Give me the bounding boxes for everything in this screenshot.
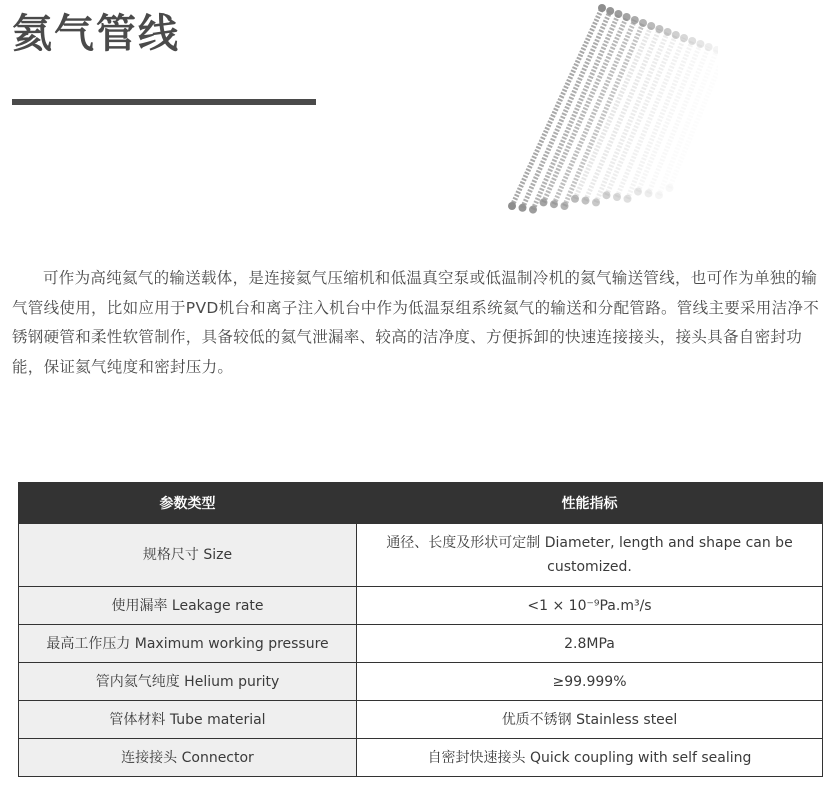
product-description: 可作为高纯氦气的输送载体，是连接氦气压缩机和低温真空泵或低温制冷机的氦气输送管线，也可作为单独的输气管线使用，比如应用于PVD机台和离子注入机台中作为低温泵组系统氦气的输送和分配管路。管线主要采用洁净不锈钢硬管和柔性软管制作，具备较低的氦气泄漏率、较高的洁净度、方便拆卸的快速连接接头，接头具备自密封功能，保证氦气纯度和密封压力。 — [12, 269, 819, 376]
hose-fitting — [645, 189, 653, 197]
hose-fitting — [688, 37, 696, 45]
hose-fitting — [647, 22, 655, 30]
hose-fitting — [655, 25, 663, 33]
param-cell: 使用漏率 Leakage rate — [19, 587, 357, 625]
hose-fitting — [680, 34, 688, 42]
hose-line — [586, 29, 660, 201]
spec-table-header-row — [19, 483, 823, 524]
hose-fitting — [655, 191, 663, 199]
hose-fitting — [705, 43, 713, 51]
hose-fitting — [571, 195, 579, 203]
hose-fitting — [613, 193, 621, 201]
value-cell: ≥99.999% — [357, 663, 823, 701]
spec-table — [18, 482, 823, 777]
hose-fitting — [664, 28, 672, 36]
hose-fitting — [592, 198, 600, 206]
page-title: 氦气管线 — [12, 11, 180, 57]
param-cell: 管体材料 Tube material — [19, 701, 357, 739]
table-row — [19, 625, 823, 663]
hose-fitting — [624, 195, 632, 203]
table-row — [19, 739, 823, 777]
hose-fitting — [582, 197, 590, 205]
param-cell: 连接接头 Connector — [19, 739, 357, 777]
table-row — [19, 701, 823, 739]
hose-fitting — [519, 204, 527, 212]
hose-fitting — [550, 200, 558, 208]
hose-fitting — [508, 202, 516, 210]
hose-fitting — [614, 10, 622, 18]
hose-fitting — [603, 191, 611, 199]
title-underline — [12, 99, 316, 105]
param-cell: 管内氦气纯度 Helium purity — [19, 663, 357, 701]
hose-fitting — [631, 16, 639, 24]
value-cell: <1 × 10⁻⁹Pa.m³/s — [357, 587, 823, 625]
value-cell: 2.8MPa — [357, 625, 823, 663]
hose-fitting — [623, 13, 631, 21]
hose-fitting — [529, 206, 537, 214]
table-row — [19, 587, 823, 625]
hose-fitting — [634, 188, 642, 196]
hose-line — [638, 44, 700, 192]
hose-fitting — [639, 19, 647, 27]
header-param-type: 参数类型 — [19, 483, 357, 524]
param-cell: 最高工作压力 Maximum working pressure — [19, 625, 357, 663]
value-cell: 通径、长度及形状可定制 Diameter, length and shape can be customized. — [357, 524, 823, 587]
table-row — [19, 524, 823, 587]
param-cell: 规格尺寸 Size — [19, 524, 357, 587]
hose-fitting — [540, 198, 548, 206]
hose-fitting — [606, 7, 614, 15]
table-row — [19, 663, 823, 701]
hose-fitting — [561, 202, 569, 210]
hose-fitting — [666, 184, 674, 192]
value-cell: 自密封快速接头 Quick coupling with self sealing — [357, 739, 823, 777]
hose-fitting — [696, 40, 704, 48]
hose-fitting — [672, 31, 680, 39]
value-cell: 优质不锈钢 Stainless steel — [357, 701, 823, 739]
hose-fitting — [598, 4, 606, 12]
header-performance: 性能指标 — [357, 483, 823, 524]
helium-lines-product-image — [498, 0, 718, 232]
